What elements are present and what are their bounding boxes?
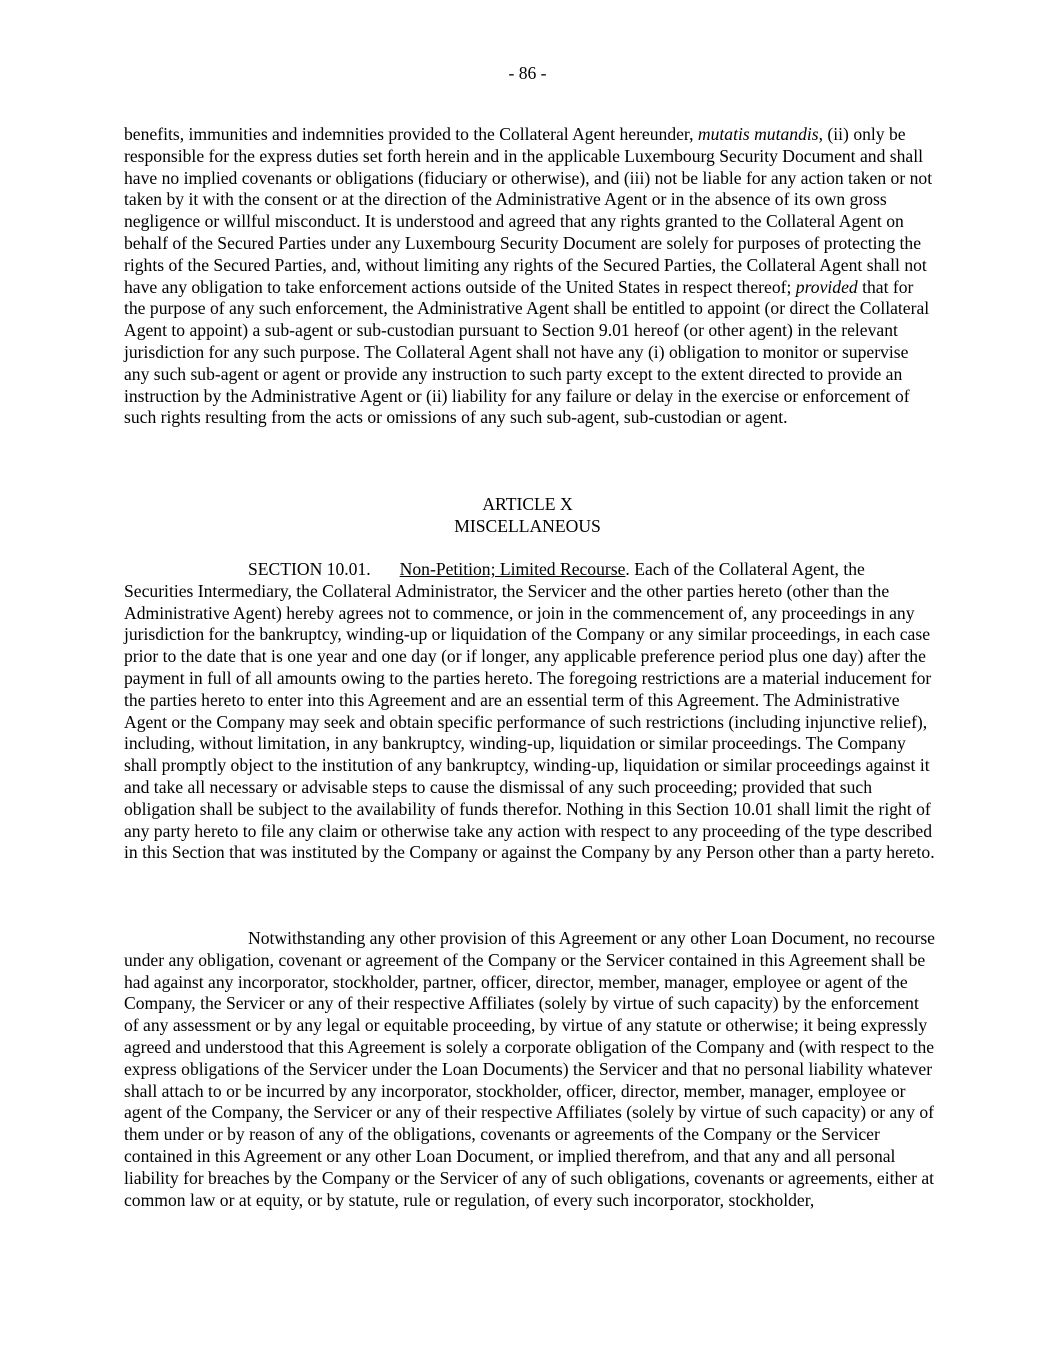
italic-term: mutatis mutandis [697, 124, 819, 144]
page-number: - 86 - [508, 63, 547, 83]
paragraph-text: , (ii) only be responsible for the express duties set forth herein and in the applicable Luxembourg Security Document and shall have no implied covenants or obligations (fiduciary or otherwise), and (iii) not be liable for any action taken or not taken by it with the consent or at the direction of the Administrative Agent or in the absence of its own gross negligence or willful misconduct. It is understood and agreed that any rights granted to the Collateral Agent on behalf of the Secured Parties under any Luxembourg Security Document are solely for purposes of protecting the rights of the Secured Parties, and, without limiting any rights of the Secured Parties, the Collateral Agent shall not have any obligation to take enforcement actions outside of the United States in respect thereof; [124, 124, 933, 297]
article-heading [0, 494, 1055, 538]
section-10-01 [124, 559, 936, 864]
section-body: . Each of the Collateral Agent, the Securities Intermediary, the Collateral Administrator, the Servicer and the other parties hereto (other than the Administrative Agent) hereby agrees not to commence, or join in the commencement of, any proceedings in any jurisdiction for the bankruptcy, winding-up or liquidation of the Company or any similar proceedings, in each case prior to the date that is one year and one day (or if longer, any applicable preference period plus one day) after the payment in full of all amounts owing to the parties hereto. The foregoing restrictions are a material inducement for the parties hereto to enter into this Agreement and are an essential term of this Agreement. The Administrative Agent or the Company may seek and obtain specific performance of such restrictions (including injunctive relief), including, without limitation, in any bankruptcy, winding-up, liquidation or similar proceedings. The Company shall promptly object to the institution of any bankruptcy, winding-up, liquidation or similar proceedings against it and take all necessary or advisable steps to cause the dismissal of any such proceeding; provided that such obligation shall be subject to the availability of funds therefor. Nothing in this Section 10.01 shall limit the right of any party hereto to file any claim or otherwise take any action with respect to any proceeding of the type described in this Section that was instituted by the Company or against the Company by any Person other than a party hereto. [124, 559, 935, 863]
section-label: SECTION 10.01. [248, 559, 371, 579]
paragraph-text: that for the purpose of any such enforcement, the Administrative Agent shall be entitled to appoint (or direct the Collateral Agent to appoint) a sub-agent or sub-custodian pursuant to Section 9.01 hereof (or other agent) in the relevant jurisdiction for any such purpose. The Collateral Agent shall not have any (i) obligation to monitor or supervise any such sub-agent or agent or provide any instruction to such party except to the extent directed to provide an instruction by the Administrative Agent or (ii) liability for any failure or delay in the exercise or enforcement of such rights resulting from the acts or omissions of any such sub-agent, sub-custodian or agent. [124, 276, 930, 428]
notwithstanding-paragraph [124, 928, 936, 1211]
italic-term: provided [795, 276, 858, 297]
paragraph-text: benefits, immunities and indemnities provided to the Collateral Agent hereunder, [124, 124, 698, 144]
continued-paragraph [124, 124, 936, 429]
paragraph-text: Notwithstanding any other provision of this Agreement or any other Loan Document, no recourse under any obligation, covenant or agreement of the Company or the Servicer contained in this Agreement shall be had against any incorporator, stockholder, partner, officer, director, member, manager, employee or agent of the Company, the Servicer or any of their respective Affiliates (solely by virtue of such capacity) by the enforcement of any assessment or by any legal or equitable proceeding, by virtue of any statute or otherwise; it being expressly agreed and understood that this Agreement is solely a corporate obligation of the Company and (with respect to the express obligations of the Servicer under the Loan Documents) the Servicer and that no personal liability whatever shall attach to or be incurred by any incorporator, stockholder, officer, director, member, manager, employee or agent of the Company, the Servicer or any of their respective Affiliates (solely by virtue of such capacity) or any of them under or by reason of any of the obligations, covenants or agreements of the Company or the Servicer contained in this Agreement or any other Loan Document, or implied therefrom, and that any and all personal liability for breaches by the Company or the Servicer of any of such obligations, covenants or agreements, either at common law or at equity, or by statute, rule or regulation, of every such incorporator, stockholder, [124, 928, 935, 1210]
article-number: ARTICLE X [482, 494, 573, 514]
article-title: MISCELLANEOUS [454, 515, 601, 536]
section-heading: Non-Petition; Limited Recourse [399, 559, 626, 579]
